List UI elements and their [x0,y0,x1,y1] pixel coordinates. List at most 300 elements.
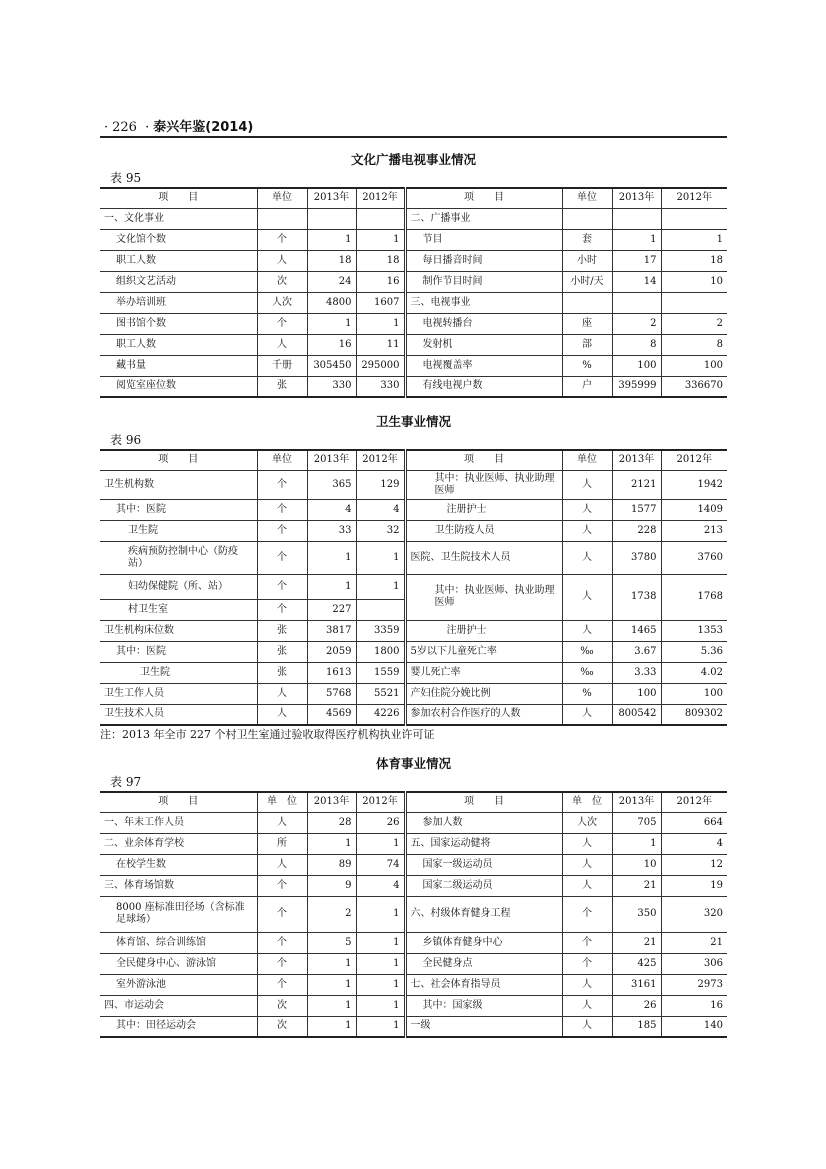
unit-cell: 人 [257,250,307,271]
table-row [100,620,727,641]
column-header: 2012年 [661,792,727,812]
unit-cell: 小时 [562,250,612,271]
table-number: 表 96 [110,433,142,447]
value-2012: 1353 [661,620,727,641]
value-2013: 1738 [612,574,661,620]
value-2012: 32 [356,520,405,541]
column-header: 单位 [257,188,307,208]
unit-cell: 所 [257,833,307,854]
value-2013: 14 [612,271,661,292]
table-row [100,292,727,313]
value-2012: 213 [661,520,727,541]
value-2012 [661,292,727,313]
value-2013: 8 [612,334,661,355]
value-2012 [661,208,727,229]
value-2012: 1 [356,229,405,250]
item-label: 卫生院 [100,662,257,683]
column-header: 2012年 [356,450,405,470]
table-row [100,574,727,599]
header-row [100,450,727,470]
value-2012: 3359 [356,620,405,641]
unit-cell: 人 [562,620,612,641]
section-title: 体育事业情况 [375,756,451,771]
value-2012: 1559 [356,662,405,683]
value-2013: 2121 [612,470,661,499]
value-2012: 140 [661,1016,727,1037]
unit-cell: 套 [562,229,612,250]
column-header: 单位 [257,450,307,470]
column-header: 单位 [562,188,612,208]
unit-cell: 小时/天 [562,271,612,292]
item-label: 四、市运动会 [100,995,257,1016]
table-row [100,974,727,995]
value-2012: 336670 [661,376,727,397]
value-2012: 4 [356,499,405,520]
item-label: 参加人数 [405,812,562,833]
page-number: 226 [112,120,137,135]
value-2012: 18 [356,250,405,271]
value-2013: 100 [612,355,661,376]
item-label: 注册护士 [405,499,562,520]
table-row [100,875,727,896]
value-2012: 1 [356,953,405,974]
value-2013: 425 [612,953,661,974]
value-2012: 10 [661,271,727,292]
value-2013 [307,208,356,229]
table-row [100,896,727,932]
item-label: 职工人数 [100,334,257,355]
header-row [100,792,727,812]
value-2012: 1 [356,574,405,599]
unit-cell: 个 [562,953,612,974]
item-label: 体育馆、综合训练馆 [100,932,257,953]
unit-cell [562,208,612,229]
table-row [100,641,727,662]
value-2013: 1 [307,995,356,1016]
value-2013: 228 [612,520,661,541]
value-2013: 4 [307,499,356,520]
item-label: 其中：国家级 [405,995,562,1016]
value-2013: 1 [307,541,356,574]
item-label: 五、国家运动健将 [405,833,562,854]
value-2013: 800542 [612,704,661,725]
value-2012: 1 [661,229,727,250]
value-2012: 2973 [661,974,727,995]
table-row [100,854,727,875]
unit-cell: 座 [562,313,612,334]
table-row [100,313,727,334]
item-label: 产妇住院分娩比例 [405,683,562,704]
item-label: 医院、卫生院技术人员 [405,541,562,574]
unit-cell: 人 [562,541,612,574]
value-2013: 16 [307,334,356,355]
book-title: 泰兴年鉴(2014) [153,120,254,135]
value-2013: 100 [612,683,661,704]
item-label: 婴儿死亡率 [405,662,562,683]
unit-cell: 部 [562,334,612,355]
item-label: 七、社会体育指导员 [405,974,562,995]
value-2012: 1800 [356,641,405,662]
value-2012: 5521 [356,683,405,704]
table-row [100,995,727,1016]
value-2013: 705 [612,812,661,833]
unit-cell: % [562,355,612,376]
value-2013: 3817 [307,620,356,641]
value-2013: 1 [307,953,356,974]
value-2013: 4569 [307,704,356,725]
section-title: 卫生事业情况 [375,414,451,429]
value-2013: 21 [612,932,661,953]
unit-cell: 个 [257,953,307,974]
value-2012: 1 [356,974,405,995]
item-label: 其中：医院 [100,499,257,520]
value-2012: 320 [661,896,727,932]
table-row [100,520,727,541]
value-2012: 1409 [661,499,727,520]
item-label: 8000 座标准田径场（含标准足球场） [100,896,257,932]
value-2013: 9 [307,875,356,896]
column-header: 2012年 [356,792,405,812]
value-2013: 3.67 [612,641,661,662]
value-2013: 18 [307,250,356,271]
value-2012: 16 [661,995,727,1016]
unit-cell: 人 [562,854,612,875]
value-2012: 11 [356,334,405,355]
value-2013: 395999 [612,376,661,397]
value-2013: 3780 [612,541,661,574]
unit-cell: 人 [562,995,612,1016]
item-label: 一、文化事业 [100,208,257,229]
value-2012 [356,599,405,620]
table-row [100,704,727,725]
column-header: 项 目 [100,450,257,470]
table-row [100,662,727,683]
unit-cell: 户 [562,376,612,397]
table-row [100,812,727,833]
item-label: 二、业余体育学校 [100,833,257,854]
column-header: 项 目 [405,792,562,812]
value-2013: 1 [612,833,661,854]
unit-cell: 张 [257,376,307,397]
unit-cell: 个 [257,974,307,995]
value-2012: 664 [661,812,727,833]
unit-cell: % [562,683,612,704]
value-2012: 74 [356,854,405,875]
section-title: 文化广播电视事业情况 [350,152,476,167]
item-label: 乡镇体育健身中心 [405,932,562,953]
unit-cell: 个 [562,932,612,953]
unit-cell: 次 [257,1016,307,1037]
value-2013: 227 [307,599,356,620]
value-2013: 350 [612,896,661,932]
value-2012: 100 [661,683,727,704]
unit-cell: 千册 [257,355,307,376]
unit-cell: 人 [562,704,612,725]
value-2012: 1 [356,313,405,334]
item-label: 室外游泳池 [100,974,257,995]
table-row [100,1016,727,1037]
value-2012: 1768 [661,574,727,620]
unit-cell: 人 [257,854,307,875]
value-2012: 4 [661,833,727,854]
unit-cell: 个 [257,574,307,599]
unit-cell: 个 [257,875,307,896]
value-2012: 1942 [661,470,727,499]
item-label: 全民健身中心、游泳馆 [100,953,257,974]
sports-table [100,791,727,1038]
item-label: 注册护士 [405,620,562,641]
item-label: 职工人数 [100,250,257,271]
unit-cell: 人 [562,574,612,620]
value-2013: 1 [307,974,356,995]
culture-table [100,187,727,398]
bullet-dot: · [145,120,150,135]
item-label: 参加农村合作医疗的人数 [405,704,562,725]
value-2012: 8 [661,334,727,355]
section-culture [100,150,727,398]
item-label: 全民健身点 [405,953,562,974]
item-label: 妇幼保健院（所、站） [100,574,257,599]
item-label: 电视覆盖率 [405,355,562,376]
unit-cell: 人 [257,812,307,833]
unit-cell: 人 [257,683,307,704]
bullet-dot: · [104,120,109,135]
value-2012 [356,208,405,229]
item-label: 六、村级体育健身工程 [405,896,562,932]
unit-cell: 人 [562,974,612,995]
unit-cell: 张 [257,662,307,683]
value-2013: 5 [307,932,356,953]
value-2013: 185 [612,1016,661,1037]
value-2012: 4226 [356,704,405,725]
value-2012: 16 [356,271,405,292]
value-2013: 365 [307,470,356,499]
section-health [100,412,727,743]
value-2013: 28 [307,812,356,833]
item-label: 卫生防疫人员 [405,520,562,541]
unit-cell: 个 [257,499,307,520]
item-label: 发射机 [405,334,562,355]
column-header: 2012年 [356,188,405,208]
value-2013: 1 [307,229,356,250]
item-label: 组织文艺活动 [100,271,257,292]
item-label: 国家二级运动员 [405,875,562,896]
item-label: 电视转播台 [405,313,562,334]
table-row [100,376,727,397]
value-2012: 1 [356,833,405,854]
value-2013: 1 [612,229,661,250]
value-2013: 33 [307,520,356,541]
value-2012: 4 [356,875,405,896]
value-2013: 1 [307,1016,356,1037]
value-2013: 305450 [307,355,356,376]
value-2012: 295000 [356,355,405,376]
value-2013: 3161 [612,974,661,995]
item-label: 疾病预防控制中心（防疫站） [100,541,257,574]
value-2013: 1 [307,313,356,334]
unit-cell: 个 [257,896,307,932]
value-2012: 306 [661,953,727,974]
unit-cell: 人 [257,704,307,725]
unit-cell: 人 [562,1016,612,1037]
table-row [100,683,727,704]
column-header: 单 位 [257,792,307,812]
column-header: 项 目 [405,450,562,470]
unit-cell: 人 [562,833,612,854]
value-2012: 1 [356,932,405,953]
table-row [100,229,727,250]
unit-cell: 人次 [562,812,612,833]
item-label: 5岁以下儿童死亡率 [405,641,562,662]
unit-cell: 个 [257,313,307,334]
column-header: 2013年 [307,792,356,812]
item-label: 在校学生数 [100,854,257,875]
unit-cell: 个 [257,599,307,620]
item-label: 图书馆个数 [100,313,257,334]
unit-cell: 人 [562,499,612,520]
unit-cell: 个 [562,896,612,932]
value-2013: 2 [307,896,356,932]
unit-cell: 个 [257,541,307,574]
unit-cell [257,208,307,229]
value-2013: 26 [612,995,661,1016]
item-label: 一级 [405,1016,562,1037]
value-2012: 330 [356,376,405,397]
item-label: 文化馆个数 [100,229,257,250]
value-2013 [612,208,661,229]
item-label: 其中：医院 [100,641,257,662]
value-2012: 12 [661,854,727,875]
table-number: 表 97 [110,775,142,789]
value-2012: 2 [661,313,727,334]
value-2013: 1577 [612,499,661,520]
item-label: 制作节目时间 [405,271,562,292]
item-label: 三、体育场馆数 [100,875,257,896]
unit-cell: 人 [562,470,612,499]
value-2013: 330 [307,376,356,397]
table-number: 表 95 [110,171,142,185]
table-row [100,250,727,271]
section-sports [100,754,727,1038]
value-2013: 24 [307,271,356,292]
table-row [100,334,727,355]
value-2013: 1613 [307,662,356,683]
item-label: 国家一级运动员 [405,854,562,875]
column-header: 2013年 [307,188,356,208]
table-row [100,355,727,376]
value-2012: 1 [356,896,405,932]
unit-cell: 人 [562,520,612,541]
item-label: 节目 [405,229,562,250]
value-2013: 2059 [307,641,356,662]
unit-cell: 个 [257,932,307,953]
page-header [100,116,727,138]
item-label: 有线电视户数 [405,376,562,397]
unit-cell [562,292,612,313]
unit-cell: 张 [257,641,307,662]
table-row [100,470,727,499]
column-header: 2012年 [661,450,727,470]
value-2012: 3760 [661,541,727,574]
unit-cell: ‰ [562,641,612,662]
item-label: 一、年末工作人员 [100,812,257,833]
column-header: 2012年 [661,188,727,208]
value-2012: 1 [356,1016,405,1037]
column-header: 项 目 [100,792,257,812]
value-2013: 21 [612,875,661,896]
unit-cell: 次 [257,271,307,292]
unit-cell: 个 [257,470,307,499]
value-2012: 100 [661,355,727,376]
unit-cell: 人次 [257,292,307,313]
value-2012: 4.02 [661,662,727,683]
unit-cell: 次 [257,995,307,1016]
table-row [100,541,727,574]
table-row [100,499,727,520]
item-label: 卫生技术人员 [100,704,257,725]
value-2013 [612,292,661,313]
value-2013: 3.33 [612,662,661,683]
column-header: 2013年 [612,792,661,812]
table-note: 注：2013 年全市 227 个村卫生室通过验收取得医疗机构执业许可证 [100,728,435,741]
value-2012: 1 [356,995,405,1016]
value-2013: 10 [612,854,661,875]
value-2012: 1607 [356,292,405,313]
value-2013: 5768 [307,683,356,704]
value-2013: 2 [612,313,661,334]
value-2012: 809302 [661,704,727,725]
value-2013: 1465 [612,620,661,641]
value-2012: 26 [356,812,405,833]
value-2012: 1 [356,541,405,574]
table-row [100,208,727,229]
table-row [100,932,727,953]
table-row [100,833,727,854]
value-2013: 4800 [307,292,356,313]
item-label: 卫生机构数 [100,470,257,499]
item-label: 其中：执业医师、执业助理医师 [405,574,562,620]
value-2012: 18 [661,250,727,271]
column-header: 单 位 [562,792,612,812]
unit-cell: 人 [257,334,307,355]
column-header: 项 目 [100,188,257,208]
value-2012: 129 [356,470,405,499]
column-header: 项 目 [405,188,562,208]
header-row [100,188,727,208]
table-row [100,271,727,292]
item-label: 卫生院 [100,520,257,541]
item-label: 二、广播事业 [405,208,562,229]
unit-cell: 个 [257,520,307,541]
item-label: 举办培训班 [100,292,257,313]
column-header: 单位 [562,450,612,470]
table-row [100,953,727,974]
unit-cell: ‰ [562,662,612,683]
unit-cell: 张 [257,620,307,641]
value-2012: 21 [661,932,727,953]
value-2013: 1 [307,574,356,599]
health-table [100,449,727,726]
value-2013: 1 [307,833,356,854]
unit-cell: 个 [257,229,307,250]
item-label: 藏书量 [100,355,257,376]
unit-cell: 人 [562,875,612,896]
item-label: 卫生工作人员 [100,683,257,704]
item-label: 三、电视事业 [405,292,562,313]
item-label: 阅览室座位数 [100,376,257,397]
value-2012: 19 [661,875,727,896]
value-2012: 5.36 [661,641,727,662]
